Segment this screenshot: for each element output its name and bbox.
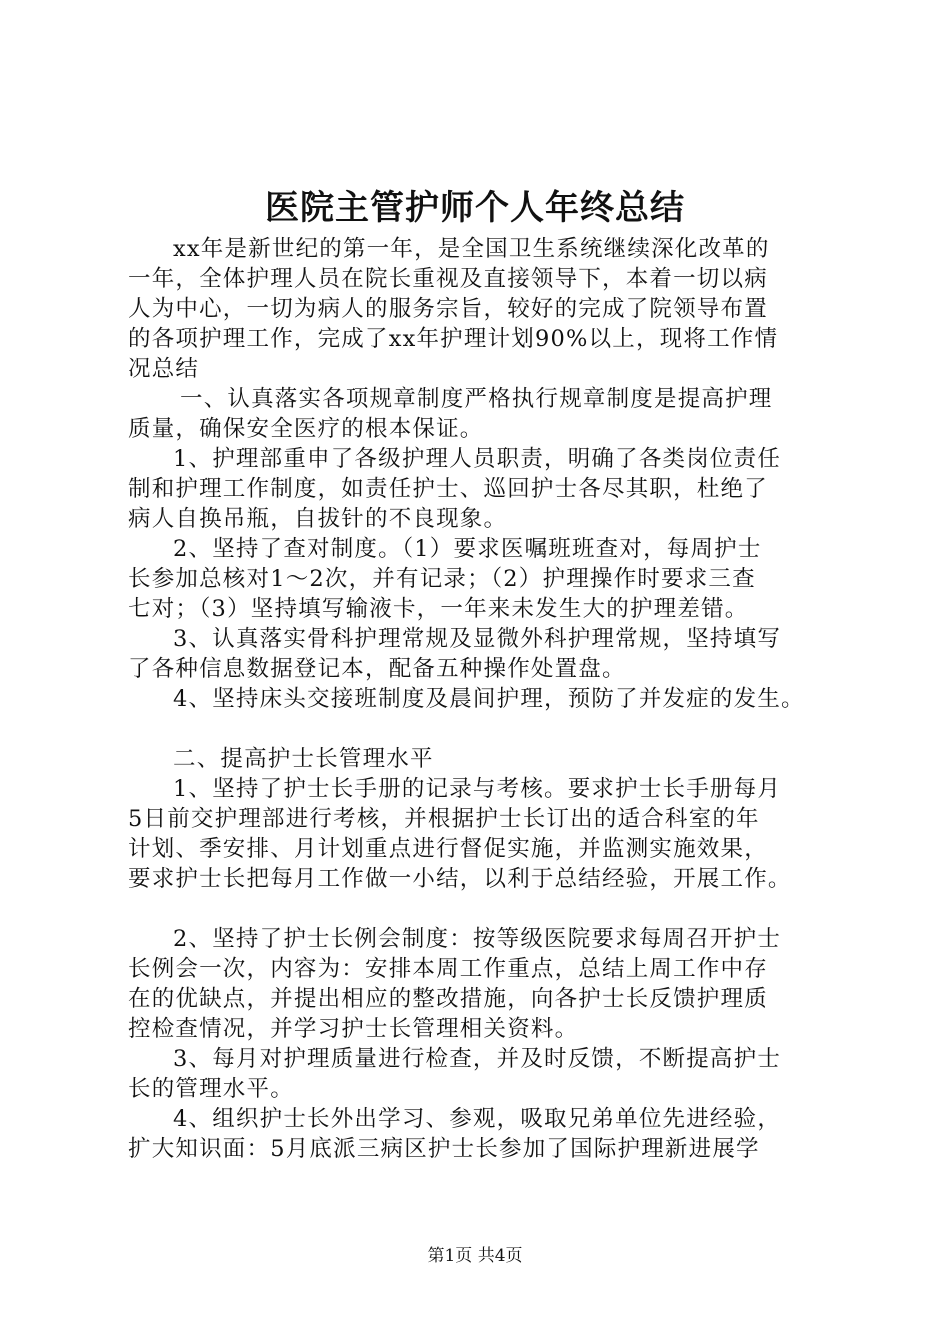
paragraph-line: 质量，确保安全医疗的根本保证。 (128, 416, 484, 442)
paragraph-line: xx年是新世纪的第一年，是全国卫生系统继续深化改革的 (173, 236, 770, 262)
paragraph-line: 计划、季安排、月计划重点进行督促实施，并监测实施效果， (128, 836, 768, 862)
paragraph-line: 1、护理部重申了各级护理人员职责，明确了各类岗位责任 (173, 446, 782, 472)
paragraph-line: 制和护理工作制度，如责任护士、巡回护士各尽其职，杜绝了 (128, 476, 768, 502)
section-heading-line: 一、认真落实各项规章制度严格执行规章制度是提高护理 (180, 386, 773, 412)
paragraph-line: 5日前交护理部进行考核，并根据护士长订出的适合科室的年 (128, 806, 760, 832)
paragraph-line: 2、坚持了护士长例会制度：按等级医院要求每周召开护士 (173, 926, 782, 952)
paragraph-line: 人为中心，一切为病人的服务宗旨，较好的完成了院领导布置 (128, 296, 768, 322)
paragraph-line: 长参加总核对1～2次，并有记录；（2）护理操作时要求三查 (128, 566, 756, 592)
page-number-footer: 第1页 共4页 (427, 1246, 523, 1266)
blank-line (128, 714, 838, 744)
paragraph-line: 在的优缺点，并提出相应的整改措施，向各护士长反馈护理质 (128, 986, 768, 1012)
paragraph-line: 1、坚持了护士长手册的记录与考核。要求护士长手册每月 (173, 776, 782, 802)
paragraph-line: 要求护士长把每月工作做一小结，以利于总结经验，开展工作。 (128, 866, 792, 892)
paragraph-line: 4、坚持床头交接班制度及晨间护理，预防了并发症的发生。 (173, 686, 805, 712)
paragraph-line: 扩大知识面：5月底派三病区护士长参加了国际护理新进展学 (128, 1136, 760, 1162)
section-heading-line: 二、提高护士长管理水平 (173, 746, 434, 772)
document-body (128, 234, 838, 1164)
paragraph-line: 4、组织护士长外出学习、参观，吸取兄弟单位先进经验， (173, 1106, 782, 1132)
paragraph-line: 3、每月对护理质量进行检查，并及时反馈，不断提高护士 (173, 1046, 782, 1072)
paragraph-line: 了各种信息数据登记本，配备五种操作处置盘。 (128, 656, 626, 682)
blank-line (128, 894, 838, 924)
paragraph-line: 病人自换吊瓶，自拔针的不良现象。 (128, 506, 508, 532)
paragraph-line: 长的管理水平。 (128, 1076, 294, 1102)
document-title: 医院主管护师个人年终总结 (265, 188, 685, 228)
paragraph-line: 一年，全体护理人员在院长重视及直接领导下，本着一切以病 (128, 266, 768, 292)
paragraph-line: 的各项护理工作，完成了xx年护理计划90%以上，现将工作情 (128, 326, 779, 352)
paragraph-line: 2、坚持了查对制度。（1）要求医嘱班班查对，每周护士 (173, 536, 762, 562)
paragraph-line: 控检查情况，并学习护士长管理相关资料。 (128, 1016, 579, 1042)
paragraph-line: 七对；（3）坚持填写输液卡，一年来未发生大的护理差错。 (128, 596, 749, 622)
paragraph-line: 3、认真落实骨科护理常规及显微外科护理常规，坚持填写 (173, 626, 782, 652)
paragraph-line: 况总结 (128, 356, 200, 382)
paragraph-line: 长例会一次，内容为：安排本周工作重点，总结上周工作中存 (128, 956, 768, 982)
